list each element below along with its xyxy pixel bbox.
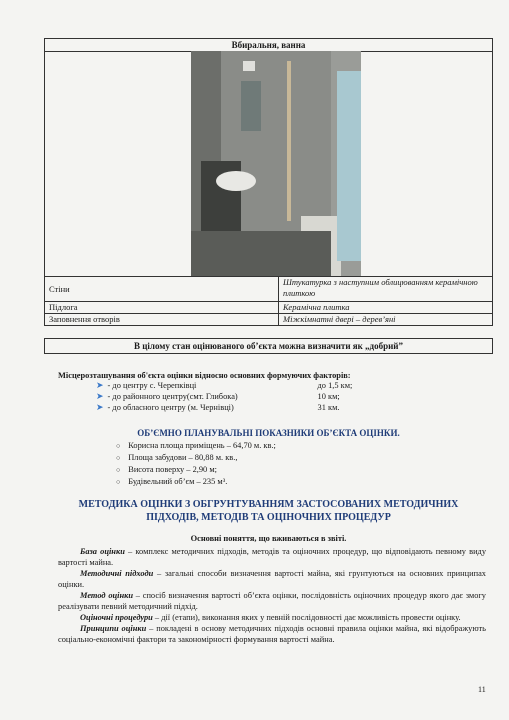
list-item	[116, 452, 416, 464]
arrow-bullet-icon: ➤	[96, 380, 104, 390]
definition-term: База оцінки	[80, 547, 125, 556]
definition-paragraph	[58, 546, 486, 568]
table-cell-label: Стіни	[45, 277, 279, 302]
location-heading: Місцерозташування об'єкта оцінки відносно основних формуючих факторів:	[58, 371, 351, 380]
table-row	[45, 277, 493, 302]
definitions-block	[58, 546, 486, 645]
concepts-subheading: Основні поняття, що вживаються в звіті.	[190, 534, 347, 543]
table-cell-value: Керамічна плитка	[279, 302, 493, 314]
definition-paragraph	[58, 568, 486, 590]
location-list	[96, 380, 436, 413]
circle-bullet-icon: ○	[116, 478, 121, 486]
list-item	[96, 380, 436, 391]
definition-term: Оціночні процедури	[80, 613, 153, 622]
location-value: 10 км;	[317, 392, 340, 401]
table-row	[45, 314, 493, 326]
location-label: - до центру с. Черепківці	[107, 381, 197, 390]
location-label: - до обласного центру (м. Чернівці)	[107, 403, 234, 412]
location-label: - до районного центру(смт. Глибока)	[107, 392, 238, 401]
photo-frame	[44, 51, 493, 276]
list-item	[96, 402, 436, 413]
volume-item: Висота поверху – 2,90 м;	[128, 465, 217, 474]
table-cell-value: Міжкімнатні двері – дерев’яні	[279, 314, 493, 326]
list-item	[116, 464, 416, 476]
definition-paragraph	[58, 612, 486, 623]
volume-item: Будівельний об’єм – 235 м³.	[128, 477, 228, 486]
definition-paragraph	[58, 623, 486, 645]
volume-heading: ОБ’ЄМНО ПЛАНУВАЛЬНІ ПОКАЗНИКИ ОБ’ЄКТА ОЦІНКИ.	[137, 428, 400, 438]
bathroom-photo	[191, 51, 361, 276]
page-number: 11	[478, 685, 486, 694]
condition-summary: В цілому стан оцінюваного об’єкта можна визначити як „добрий”	[44, 338, 493, 354]
definition-term: Принципи оцінки	[80, 624, 147, 633]
definition-text: – спосіб визначення вартості об’єкта оцінки, послідовність оціночних процедур якого дає змогу реалізувати певний методичний підхід.	[58, 591, 486, 611]
list-item	[96, 391, 436, 402]
circle-bullet-icon: ○	[116, 454, 121, 462]
table-cell-label: Підлога	[45, 302, 279, 314]
table-cell-value: Штукатурка з наступним облицюванням керамічною плиткою	[279, 277, 493, 302]
list-item	[116, 440, 416, 452]
list-item	[116, 476, 416, 488]
methodology-heading-line: МЕТОДИКА ОЦІНКИ З ОБГРУНТУВАННЯМ ЗАСТОСОВАНИХ МЕТОДИЧНИХ	[78, 499, 459, 510]
definition-term: Метод оцінки	[80, 591, 134, 600]
methodology-heading	[44, 498, 493, 524]
finishes-table	[44, 276, 493, 326]
volume-item: Корисна площа приміщень – 64,70 м. кв.;	[128, 441, 276, 450]
definition-paragraph	[58, 590, 486, 612]
location-value: до 1,5 км;	[317, 381, 353, 390]
table-row	[45, 302, 493, 314]
circle-bullet-icon: ○	[116, 466, 121, 474]
definition-term: Методичні підходи	[80, 569, 154, 578]
volume-list	[116, 440, 416, 488]
methodology-heading-line: ПІДХОДІВ, МЕТОДІВ ТА ОЦІНОЧНИХ ПРОЦЕДУР	[146, 512, 391, 523]
circle-bullet-icon: ○	[116, 442, 121, 450]
location-value: 31 км.	[317, 403, 340, 412]
definition-text: – комплекс методичних підходів, методів та оціночних процедур, що відповідають певному виду вартості майна.	[58, 547, 487, 567]
arrow-bullet-icon: ➤	[96, 391, 104, 401]
definition-text: – покладені в основу методичних підходів основні правила оцінки майна, які відображують соціально-економічні фактори та закономірності формування вартості майна.	[58, 624, 486, 644]
volume-item: Площа забудови – 80,88 м. кв.,	[128, 453, 238, 462]
arrow-bullet-icon: ➤	[96, 402, 104, 412]
room-title: Вбиральня, ванна	[44, 38, 493, 52]
table-cell-label: Заповнення отворів	[45, 314, 279, 326]
definition-text: – загальні способи визначення вартості майна, які грунтуються на основних принципах оцінки.	[58, 569, 486, 589]
definition-text: – дії (етапи), виконання яких у певній послідовності дає можливість провести оцінку.	[152, 613, 461, 622]
